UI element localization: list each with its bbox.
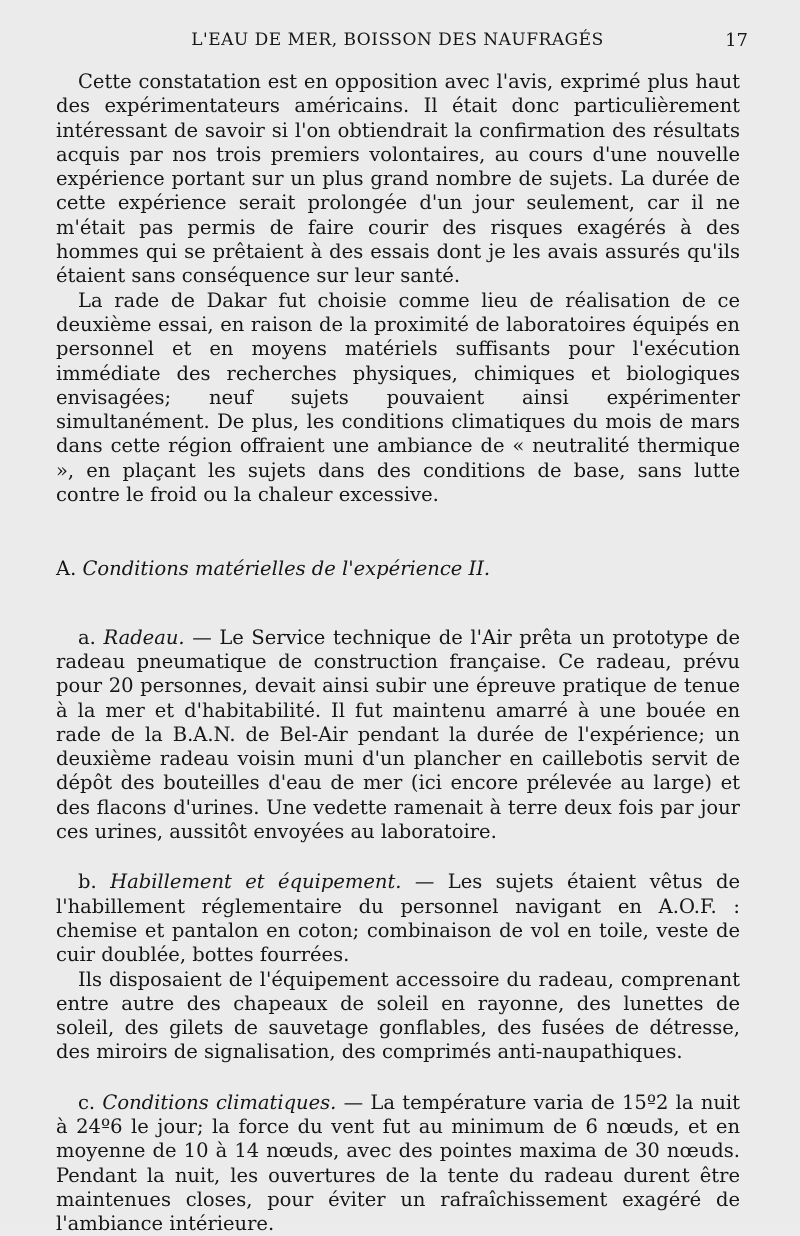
paragraph-observation: Cette constatation est en opposition avec l'avis, exprimé plus haut des expérimentateurs américains. Il était donc particulièrement intéressant de savoir si l'on obtiendrait la confirmation des résultats acquis par nos trois premiers volontaires, au cours d'une nouvelle expérience portant sur un plus grand nombre de sujets. La durée de cette expérience serait prolongée d'un jour seulement, car il ne m'était pas permis de faire courir des risques exagérés à des hommes qui se prêtaient à des essais dont je les avais assurés qu'ils étaient sans conséquence sur leur santé. [56,70,740,288]
climate-title: Conditions climatiques. [102,1090,337,1114]
raft-text: — Le Service technique de l'Air prêta un prototype de radeau pneumatique de construction française. Ce radeau, prévu pour 20 personnes, devait ainsi subir une épreuve pratique de tenue à la mer et d'habitabilité. Il fut maintenu amarré à une bouée en rade de la B.A.N. de Bel-Air pendant la durée de l'expérience; un deuxième radeau voisin muni d'un plancher en caillebotis servit de dépôt des bouteilles d'eau de mer (ici encore prélevée au large) et des flacons d'urines. Une vedette ramenait à terre deux fois par jour ces urines, aussitôt envoyées au laboratoire. [56,625,740,844]
page-header [55,30,748,58]
climate-label: c. [78,1090,103,1114]
section-heading-prefix: A. [56,557,77,581]
paragraph-clothing [56,870,740,967]
clothing-text: — Les sujets étaient vêtus de l'habillement réglementaire du personnel navigant en A.O.F. : chemise et pantalon en coton; combinaison de vol en toile, veste de cuir doublée, bottes fourrées. [56,870,740,967]
section-heading-title: Conditions matérielles de l'expérience II. [82,557,491,581]
section-heading [56,557,740,581]
raft-label: a. [78,625,104,649]
running-title: L'EAU DE MER, BOISSON DES NAUFRAGÉS [191,30,604,50]
climate-text: — La température varia de 15º2 la nuit à 24º6 le jour; la force du vent fut au minimum de 6 nœuds, et en moyenne de 10 à 14 nœuds, avec des pointes maxima de 30 nœuds. Pendant la nuit, les ouvertures de la tente du radeau durent être maintenues closes, pour éviter un rafraîchissement exagéré de l'ambiance intérieure. [56,1090,741,1236]
page-number: 17 [725,30,748,51]
paragraph-equipment: Ils disposaient de l'équipement accessoire du radeau, comprenant entre autre des chapeaux de soleil en rayonne, des lunettes de soleil, des gilets de sauvetage gonflables, des fusées de détresse, des miroirs de signalisation, des comprimés anti-naupathiques. [56,967,740,1064]
paragraph-climate [56,1091,740,1236]
paragraph-raft [56,626,740,845]
page-body [56,70,740,1236]
raft-title: Radeau. [103,625,185,649]
clothing-title: Habillement et équipement. [110,870,402,894]
clothing-label: b. [78,870,111,894]
paragraph-dakar: La rade de Dakar fut choisie comme lieu de réalisation de ce deuxième essai, en raison de la proximité de laboratoires équipés en personnel et en moyens matériels suffisants pour l'exécution immédiate des recherches physiques, chimiques et biologiques envisagées; neuf sujets pouvaient ainsi expérimenter simultanément. De plus, les conditions climatiques du mois de mars dans cette région offraient une ambiance de « neutralité thermique », en plaçant les sujets dans des conditions de base, sans lutte contre le froid ou la chaleur excessive. [56,288,740,507]
